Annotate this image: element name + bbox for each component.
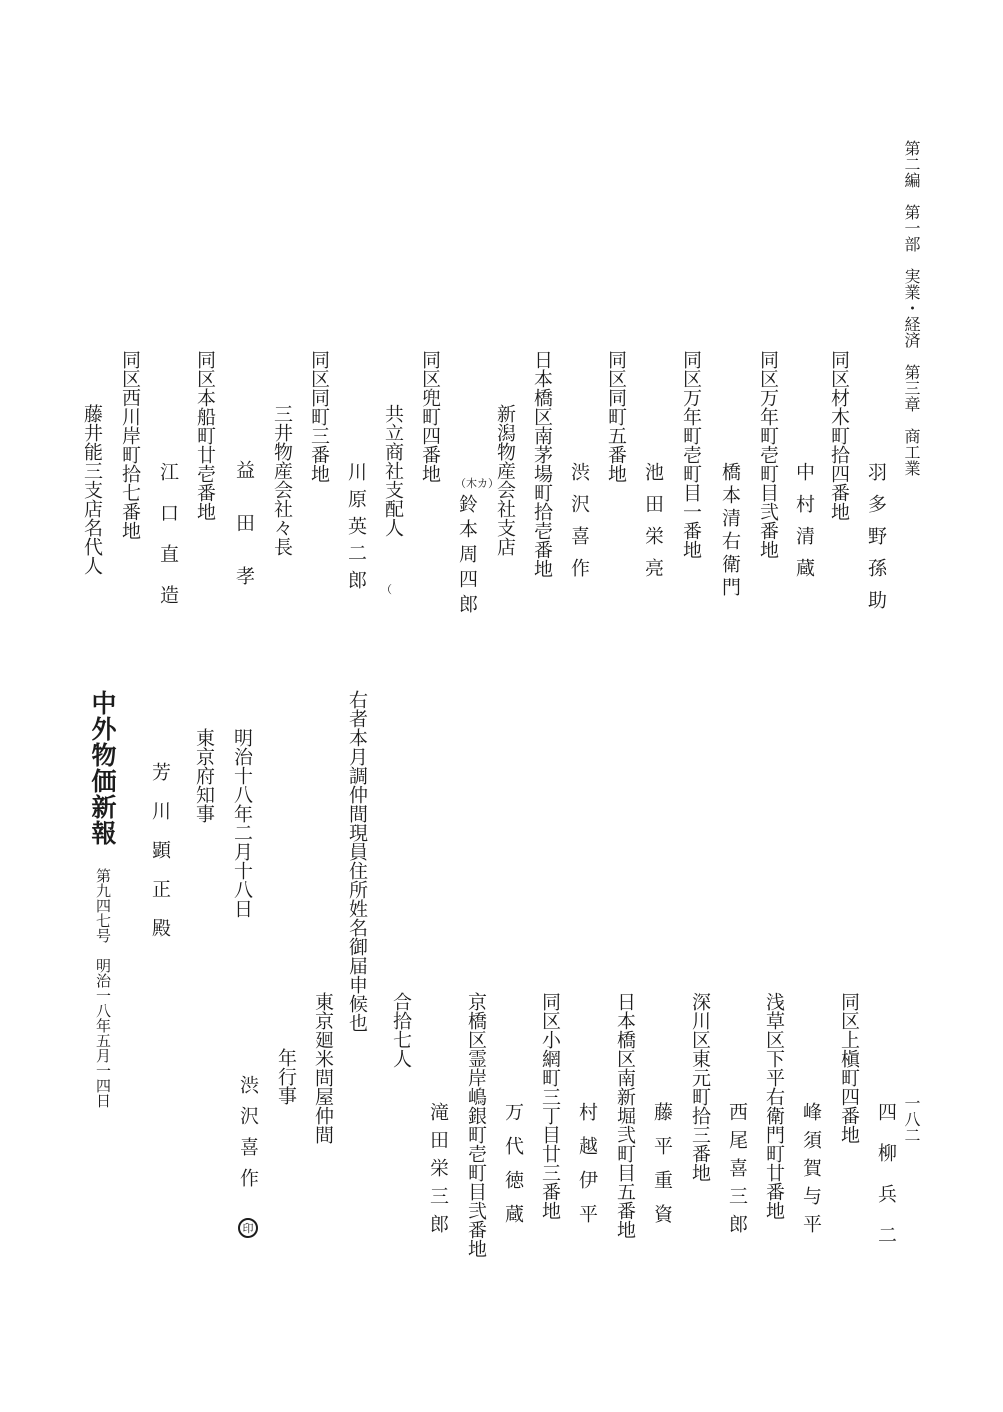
address-nishikawagishi: 同区西川岸町拾七番地	[119, 350, 141, 540]
name-eguchi: 江口直造	[157, 462, 179, 626]
name-takita: 滝田栄三郎	[427, 1102, 449, 1242]
guild-role: 年行事	[275, 1048, 297, 1105]
address-onaji-5: 同区同町五番地	[605, 350, 627, 483]
page-number: 一八二	[902, 1095, 921, 1143]
name-fujihira: 藤平重資	[651, 1102, 673, 1238]
address-higashimoto: 深川区東元町拾三番地	[689, 992, 711, 1182]
signer-shibusawa: 渋沢喜作	[237, 1075, 259, 1199]
address-honfune: 同区本船町廿壱番地	[194, 350, 216, 521]
recipient-office: 東京府知事	[193, 728, 215, 823]
name-ikeda: 池田栄亮	[642, 462, 664, 590]
name-hatano: 羽多野孫助	[865, 462, 887, 622]
guild-name: 東京廻米問屋仲間	[312, 992, 334, 1144]
address-minamishinbori: 日本橋区南新堀弐町目五番地	[614, 992, 636, 1239]
name-hashimoto: 橋本清右衛門	[719, 462, 741, 600]
name-nakamura: 中村清蔵	[793, 462, 815, 590]
address-zaimoku: 同区材木町拾四番地	[828, 350, 850, 521]
seal-stamp: 印	[238, 1218, 258, 1238]
address-kamimaki: 同区上槇町四番地	[838, 992, 860, 1144]
total-count: 合拾七人	[390, 992, 412, 1068]
company-mitsui: 三井物産会社々長	[271, 404, 293, 556]
name-shibusawa: 渋沢喜作	[568, 462, 590, 590]
name-hachisuka: 峰須賀与平	[800, 1102, 822, 1242]
agent-fujii: 藤井能三支店名代人	[81, 404, 103, 575]
address-mannen-1: 同区万年町壱町目一番地	[680, 350, 702, 559]
name-masuda: 益田孝	[233, 460, 255, 619]
name-suzumoto: 鈴本周四郎	[456, 494, 478, 619]
report-statement: 右者本月調仲間現員住所姓名御届申候也	[346, 690, 368, 1032]
company-kyoritsu: 共立商社支配人	[382, 404, 404, 537]
company-niigata: 新潟物産会社支店	[494, 404, 516, 556]
address-kabuto: 同区兜町四番地	[419, 350, 441, 483]
name-kawahara: 川原英二郎	[345, 462, 367, 597]
address-onaji-3: 同区同町三番地	[308, 350, 330, 483]
note-kawahara: （	[381, 583, 392, 596]
name-murakoshi: 村越伊平	[576, 1102, 598, 1238]
name-yotsuyanagi: 四柳兵二	[875, 1102, 897, 1266]
source-issue: 第九四七号 明治一八年五月一四日	[94, 868, 112, 1108]
address-mannen-2: 同区万年町壱町目弐番地	[757, 350, 779, 559]
address-minami-kayaba: 日本橋区南茅場町拾壱番地	[531, 350, 553, 578]
recipient-name: 芳川顕正殿	[149, 762, 171, 957]
date-line: 明治十八年二月十八日	[231, 728, 253, 918]
source-title: 中外物価新報	[88, 690, 117, 846]
address-koami: 同区小網町三丁目廿三番地	[539, 992, 561, 1220]
address-reiganjima: 京橋区霊岸嶋銀町壱町目弐番地	[465, 992, 487, 1258]
name-mandai: 万代徳蔵	[502, 1102, 524, 1238]
name-nishio: 西尾喜三郎	[726, 1102, 748, 1242]
address-shimohira: 浅草区下平右衛門町廿番地	[763, 992, 785, 1220]
note-suzumoto: （木カ）	[455, 477, 499, 490]
running-head: 第二編 第一部 実業・経済 第三章 商工業	[902, 140, 921, 476]
